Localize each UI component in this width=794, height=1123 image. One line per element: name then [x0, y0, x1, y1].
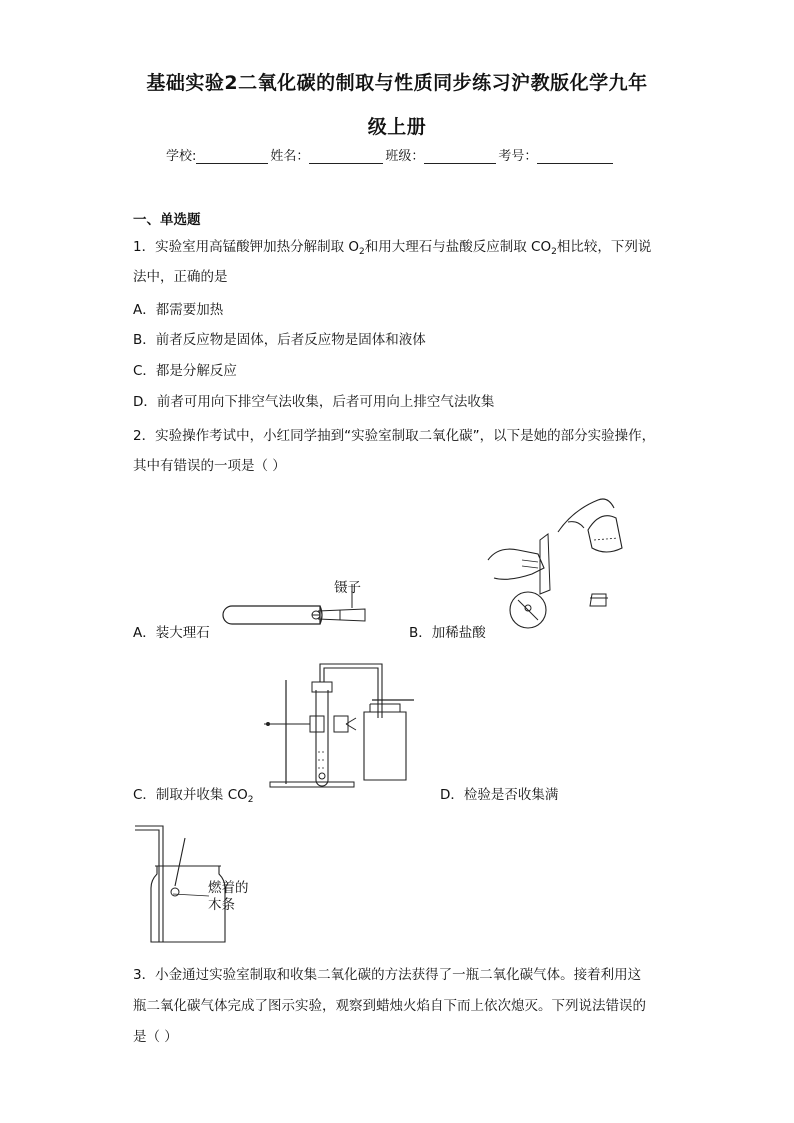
q2-option-c-subscript: 2 [247, 795, 254, 805]
exam-number-label: 考号： [498, 149, 538, 164]
page-title: 基础实验2二氧化碳的制取与性质同步练习沪教版化学九年 [146, 72, 648, 94]
q2-option-c-text: C．制取并收集 CO [133, 787, 248, 803]
page-title-continued: 级上册 [367, 116, 427, 138]
q1-text-c: 相比较，下列说 [556, 239, 652, 255]
q1-subscript-co2: 2 [551, 247, 557, 257]
class-blank[interactable] [424, 149, 496, 164]
q2-option-c[interactable] [133, 783, 254, 805]
name-blank[interactable] [309, 149, 383, 164]
q1-stem-line1 [133, 235, 651, 257]
q1-option-d[interactable]: D．前者可用向下排空气法收集，后者可用向上排空气法收集 [133, 394, 495, 410]
figure-c-apparatus [264, 660, 414, 790]
q3-stem-line2: 瓶二氧化碳气体完成了图示实验，观察到蜡烛火焰自下而上依次熄灭。下列说法错误的 [133, 998, 646, 1014]
q1-text-b: 和用大理石与盐酸反应制取 CO [364, 239, 552, 255]
school-label: 学校: [166, 149, 197, 164]
q1-option-a[interactable]: A．都需要加热 [133, 302, 224, 318]
q1-option-c[interactable]: C．都是分解反应 [133, 363, 237, 379]
q2-option-b[interactable]: B．加稀盐酸 [409, 625, 486, 641]
student-info-row [166, 145, 615, 164]
figure-b-pouring-acid [488, 490, 628, 640]
figure-d-gas-bottle [133, 822, 273, 946]
q1-text-a: 1．实验室用高锰酸钾加热分解制取 O [133, 239, 360, 255]
section-title: 一、单选题 [133, 212, 201, 228]
burning-stick-label-line2: 木条 [208, 897, 235, 913]
class-label: 班级： [385, 149, 425, 164]
q3-stem-line1: 3．小金通过实验室制取和收集二氧化碳的方法获得了一瓶二氧化碳气体。接着利用这 [133, 967, 642, 983]
name-label: 姓名： [270, 149, 310, 164]
q3-stem-line3: 是（ ） [133, 1029, 178, 1045]
q2-option-d[interactable]: D．检验是否收集满 [440, 787, 559, 803]
q1-stem-line2: 法中，正确的是 [133, 269, 228, 285]
q1-option-b[interactable]: B．前者反应物是固体，后者反应物是固体和液体 [133, 332, 426, 348]
q2-option-a[interactable]: A．装大理石 [133, 625, 210, 641]
exam-number-blank[interactable] [537, 149, 613, 164]
tweezers-label: 镊子 [334, 580, 361, 596]
q2-stem-line1: 2．实验操作考试中，小红同学抽到“实验室制取二氧化碳”，以下是她的部分实验操作， [133, 428, 656, 444]
q2-stem-line2: 其中有错误的一项是（ ） [133, 458, 286, 474]
school-blank[interactable] [196, 149, 268, 164]
burning-stick-label-line1: 燃着的 [208, 880, 249, 896]
q1-subscript-o2: 2 [359, 247, 365, 257]
